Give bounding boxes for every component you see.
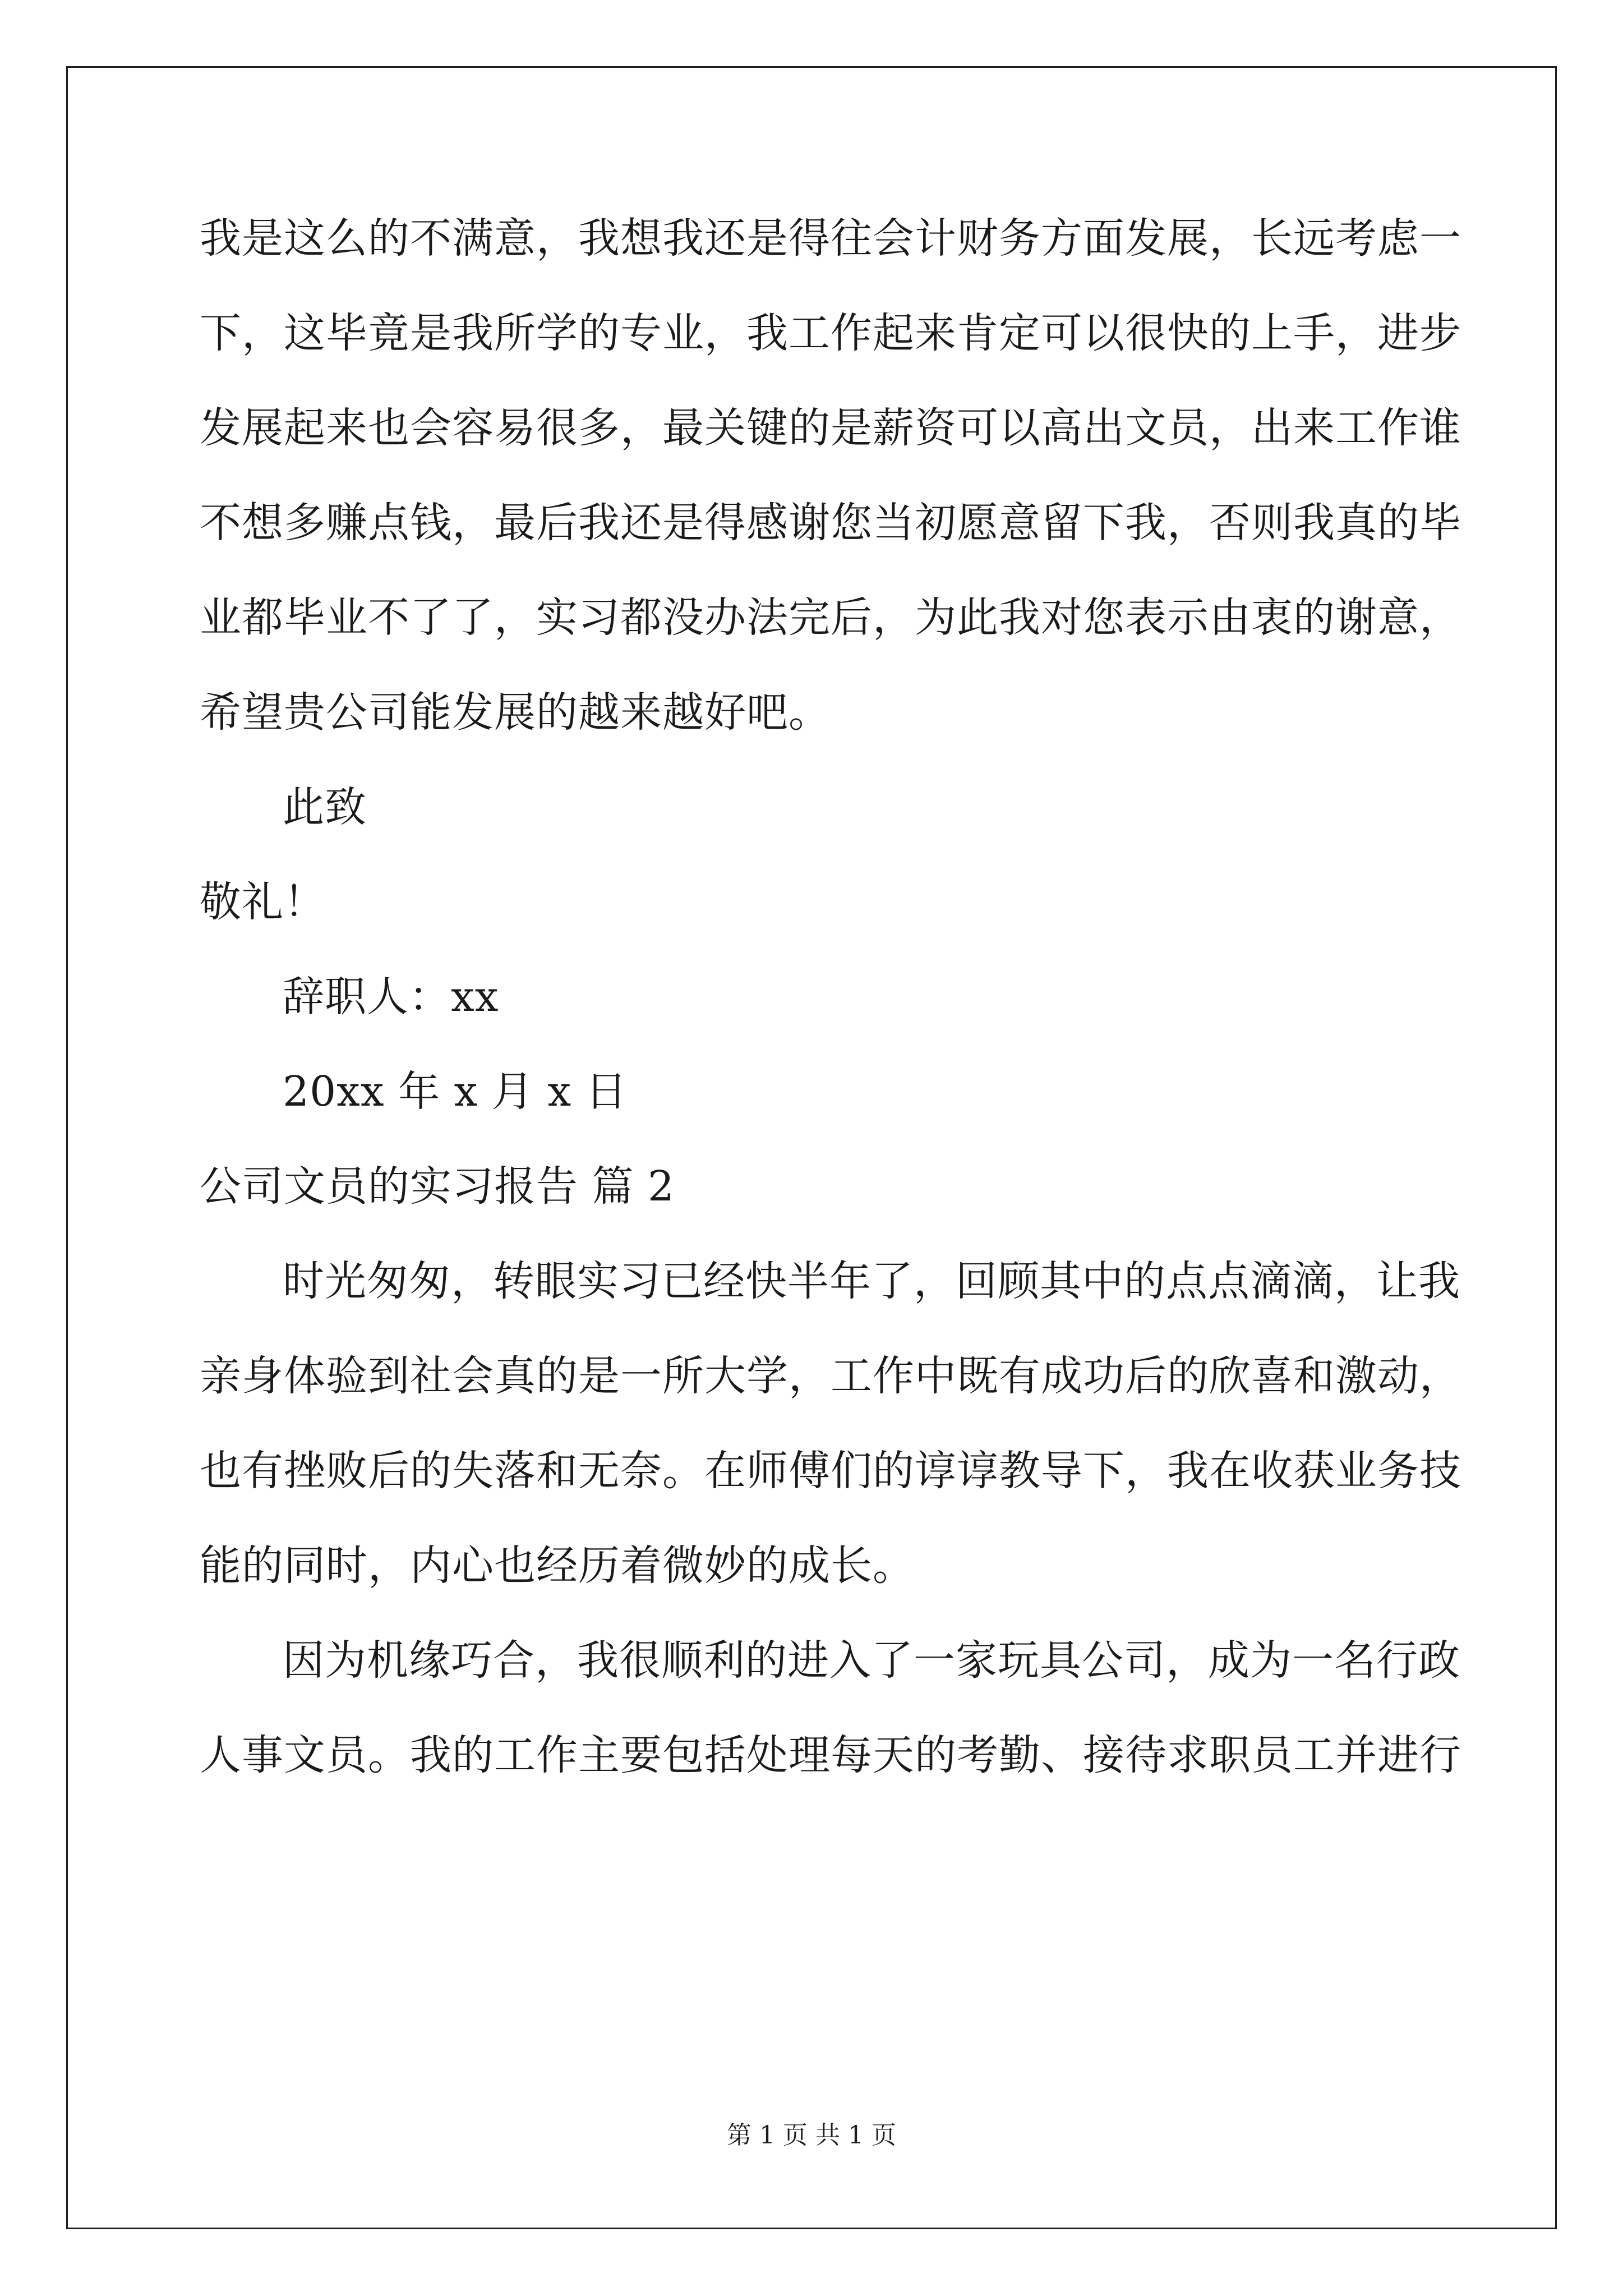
section-title: 公司文员的实习报告 篇 2 <box>200 1162 675 1211</box>
date-line: 20xx 年 x 月 x 日 <box>283 1068 628 1116</box>
closing-regards: 敬礼！ <box>200 878 326 926</box>
body-line: 因为机缘巧合，我很顺利的进入了一家玩具公司，成为一名行政 <box>283 1636 1460 1685</box>
body-line: 我是这么的不满意，我想我还是得往会计财务方面发展，长远考虑一 <box>200 214 1461 263</box>
body-line: 发展起来也会容易很多，最关键的是薪资可以高出文员，出来工作谁 <box>200 404 1461 452</box>
body-line: 希望贵公司能发展的越来越好吧。 <box>200 688 831 737</box>
page-border <box>66 66 1557 2229</box>
body-line: 能的同时，内心也经历着微妙的成长。 <box>200 1542 915 1590</box>
body-line: 业都毕业不了了，实习都没办法完后，为此我对您表示由衷的谢意， <box>200 593 1461 642</box>
body-line: 下，这毕竟是我所学的专业，我工作起来肯定可以很快的上手，进步 <box>200 309 1461 357</box>
body-line: 也有挫败后的失落和无奈。在师傅们的谆谆教导下，我在收获业务技 <box>200 1447 1461 1495</box>
page-number-footer: 第 1 页 共 1 页 <box>727 2121 896 2150</box>
signature-line: 辞职人：xx <box>283 973 499 1021</box>
body-line: 时光匆匆，转眼实习已经快半年了，回顾其中的点点滴滴，让我 <box>283 1257 1460 1305</box>
body-line: 人事文员。我的工作主要包括处理每天的考勤、接待求职员工并进行 <box>200 1731 1461 1779</box>
body-line: 不想多赚点钱，最后我还是得感谢您当初愿意留下我，否则我真的毕 <box>200 499 1461 547</box>
closing-salutation: 此致 <box>283 783 367 831</box>
body-line: 亲身体验到社会真的是一所大学，工作中既有成功后的欣喜和激动， <box>200 1352 1461 1400</box>
